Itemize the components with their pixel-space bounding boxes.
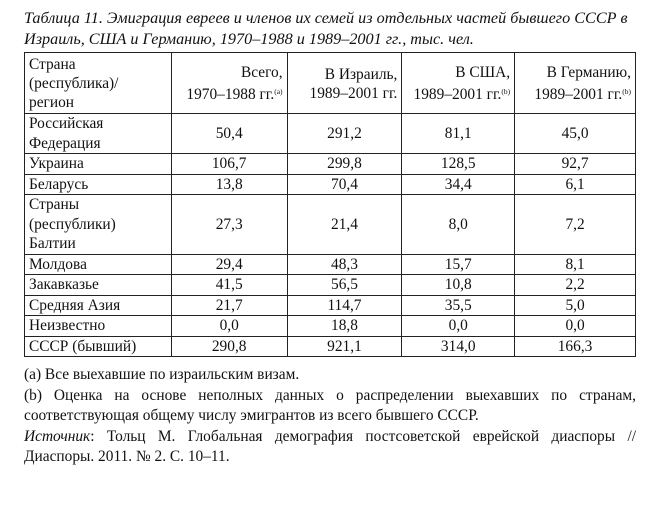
table-row — [25, 316, 636, 337]
value-cell: 114,7 — [287, 295, 402, 316]
source-note — [24, 427, 636, 468]
value-cell: 13,8 — [171, 174, 287, 195]
region-name-line: Страны — [29, 196, 80, 213]
value-cell: 7,2 — [515, 195, 636, 255]
header-total — [171, 53, 287, 114]
header-line: В Германию, — [546, 64, 631, 81]
header-region — [25, 53, 172, 114]
region-name-line: Балтии — [29, 235, 76, 252]
value-cell: 21,7 — [171, 295, 287, 316]
value-cell: 2,2 — [515, 275, 636, 296]
table-row — [25, 195, 636, 255]
value-cell: 15,7 — [402, 254, 515, 275]
region-cell — [25, 336, 172, 357]
region-name-line: Федерация — [29, 134, 101, 152]
source-text: : Тольц М. Глобальная демография постсоветской еврейской диаспоры // Диаспоры. 2011. № 2. С. 10–11. — [24, 427, 636, 465]
value-cell: 0,0 — [515, 316, 636, 337]
value-cell: 35,5 — [402, 295, 515, 316]
region-name-line: Российская — [29, 115, 104, 132]
value-cell: 0,0 — [171, 316, 287, 337]
table-body — [25, 114, 636, 357]
region-name-line: (республики) — [29, 215, 116, 233]
value-cell: 10,8 — [402, 275, 515, 296]
footnote-mark: (a) — [274, 87, 283, 96]
value-cell: 106,7 — [171, 154, 287, 175]
value-cell: 290,8 — [171, 336, 287, 357]
table-row — [25, 254, 636, 275]
header-line: 1989–2001 гг. — [413, 86, 502, 103]
emigration-table — [24, 52, 636, 357]
value-cell: 45,0 — [515, 114, 636, 154]
table-row — [25, 174, 636, 195]
value-cell: 8,1 — [515, 254, 636, 275]
value-cell: 50,4 — [171, 114, 287, 154]
value-cell: 166,3 — [515, 336, 636, 357]
header-line: регион — [29, 94, 75, 111]
table-row — [25, 154, 636, 175]
value-cell: 81,1 — [402, 114, 515, 154]
footnote-mark: (b) — [501, 87, 511, 96]
value-cell: 48,3 — [287, 254, 402, 275]
header-line: Всего, — [240, 64, 283, 81]
value-cell: 29,4 — [171, 254, 287, 275]
header-line: В Израиль, — [324, 65, 398, 83]
header-usa — [402, 53, 515, 114]
value-cell: 56,5 — [287, 275, 402, 296]
region-name-line: Беларусь — [29, 175, 89, 193]
value-cell: 6,1 — [515, 174, 636, 195]
footnote-a: (a) Все выехавшие по израильским визам. — [24, 366, 300, 383]
value-cell: 27,3 — [171, 195, 287, 255]
value-cell: 5,0 — [515, 295, 636, 316]
value-cell: 92,7 — [515, 154, 636, 175]
region-name-line: СССР (бывший) — [29, 337, 137, 355]
table-caption: Таблица 11. Эмиграция евреев и членов их семей из отдельных частей бывшего СССР в Израиль, США и Германию, 1970–1988 и 1989–2001 гг., тыс. чел. — [24, 9, 628, 48]
header-line: 1970–1988 гг. — [186, 86, 275, 103]
footnote-b: (b) Оценка на основе неполных данных о распределении выехавших по странам, соответствующая общему числу эмигрантов из всего бывшего СССР. — [24, 386, 636, 424]
header-line: 1989–2001 гг. — [309, 84, 398, 102]
header-line: В США, — [455, 64, 511, 81]
region-name-line: Неизвестно — [29, 317, 106, 334]
footnote-mark: (b) — [622, 87, 631, 96]
region-cell — [25, 195, 172, 255]
value-cell: 921,1 — [287, 336, 402, 357]
table-header-row — [25, 53, 636, 114]
region-cell — [25, 316, 172, 337]
value-cell: 291,2 — [287, 114, 402, 154]
source-label: Источник — [24, 427, 91, 445]
value-cell: 8,0 — [402, 195, 515, 255]
value-cell: 41,5 — [171, 275, 287, 296]
table-row — [25, 275, 636, 296]
region-name-line: Закавказье — [29, 276, 99, 293]
value-cell: 128,5 — [402, 154, 515, 175]
value-cell: 0,0 — [402, 316, 515, 337]
region-name-line: Украина — [29, 155, 84, 172]
table-notes — [24, 365, 636, 468]
header-israel — [287, 53, 402, 114]
value-cell: 314,0 — [402, 336, 515, 357]
region-cell — [25, 114, 172, 154]
region-cell — [25, 254, 172, 275]
header-line: 1989–2001 гг. — [534, 86, 623, 103]
header-germany — [515, 53, 636, 114]
region-cell — [25, 275, 172, 296]
value-cell: 18,8 — [287, 316, 402, 337]
region-cell — [25, 295, 172, 316]
region-name-line: Молдова — [29, 255, 87, 273]
region-cell — [25, 154, 172, 175]
header-line: (республика)/ — [29, 75, 119, 92]
header-line: Страна — [29, 56, 76, 73]
table-row — [25, 114, 636, 154]
value-cell: 299,8 — [287, 154, 402, 175]
value-cell: 34,4 — [402, 174, 515, 195]
region-cell — [25, 174, 172, 195]
value-cell: 21,4 — [287, 195, 402, 255]
table-row — [25, 336, 636, 357]
value-cell: 70,4 — [287, 174, 402, 195]
table-row — [25, 295, 636, 316]
region-name-line: Средняя Азия — [29, 296, 121, 314]
